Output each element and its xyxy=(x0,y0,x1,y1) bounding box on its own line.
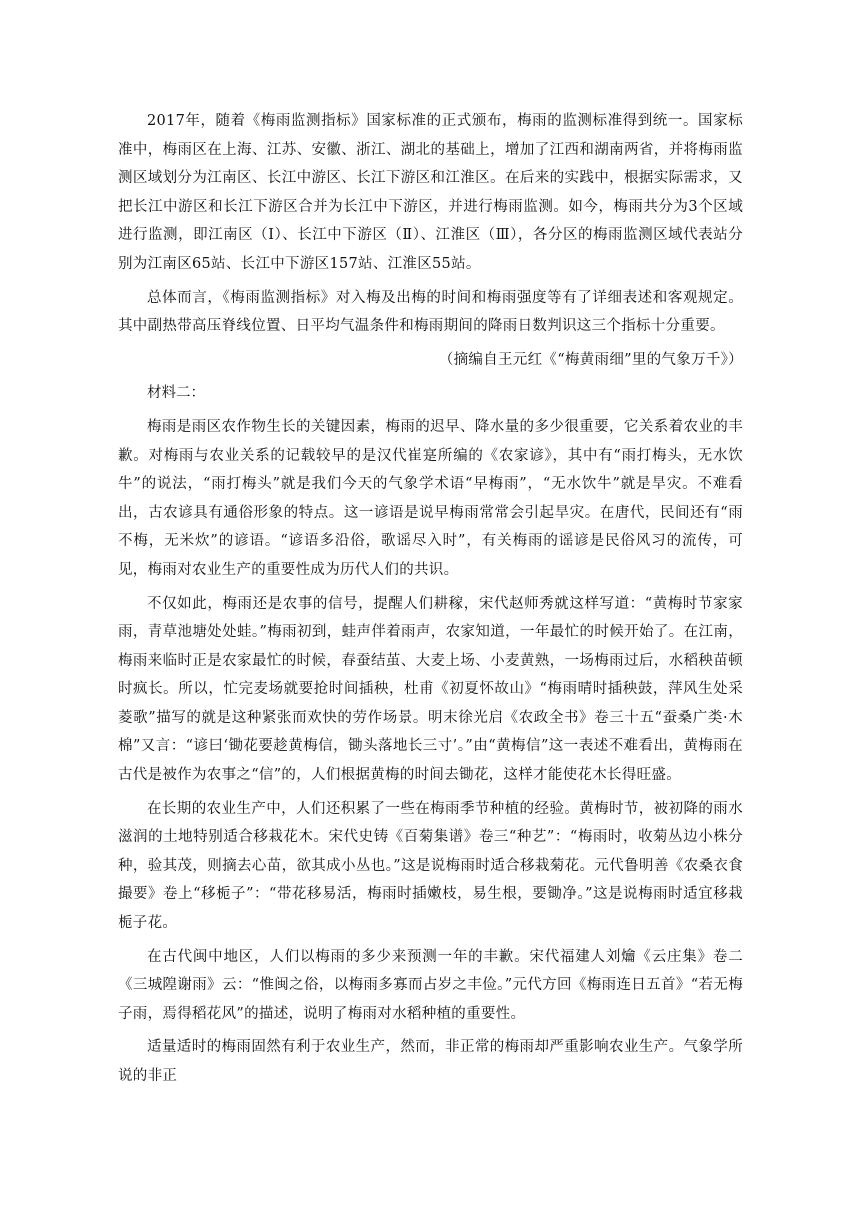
document-page xyxy=(118,107,743,1091)
paragraph-summary: 总体而言，《梅雨监测指标》对入梅及出梅的时间和梅雨强度等有了详细表述和客观规定。其中副热带高压脊线位置、日平均气温条件和梅雨期间的降雨日数判识这三个指标十分重要。 xyxy=(118,289,743,335)
paragraph-harvest-prediction: 在古代闽中地区，人们以梅雨的多少来预测一年的丰歉。宋代福建人刘爚《云庄集》卷二《三城隍谢雨》云：“惟闽之俗，以梅雨多寡而占岁之丰俭。”元代方回《梅雨连日五首》“若无梅子雨，焉得稻花风”的描述，说明了梅雨对水稻种植的重要性。 xyxy=(118,948,743,1022)
paragraph-abnormal-meiyu: 适量适时的梅雨固然有利于农业生产，然而，非正常的梅雨却严重影响农业生产。气象学所说的非正 xyxy=(118,1039,743,1084)
source-citation: （摘编自王元红《“梅黄雨细”里的气象万千》） xyxy=(438,351,743,368)
paragraph-agriculture: 梅雨是雨区农作物生长的关键因素，梅雨的迟早、降水量的多少很重要，它关系着农业的丰歉。对梅雨与农业关系的记载较早的是汉代崔寔所编的《农家谚》，其中有“雨打梅头，无水饮牛”的说法，“雨打梅头”就是我们今天的气象学术语“早梅雨”，“无水饮牛”就是旱灾。不难看出，古农谚具有通俗形象的特点。这一谚语是说早梅雨常常会引起旱灾。在唐代，民间还有“雨不梅，无米炊”的谚语。“谚语多沿俗，歌谣尽入时”，有关梅雨的谣谚是民俗风习的流传，可见，梅雨对农业生产的重要性成为历代人们的共识。 xyxy=(118,418,743,578)
paragraph-farming-signal: 不仅如此，梅雨还是农事的信号，提醒人们耕稼，宋代赵师秀就这样写道：“黄梅时节家家雨，青草池塘处处蛙。”梅雨初到，蛙声伴着雨声，农家知道，一年最忙的时候开始了。在江南，梅雨来临时正是农家最忙的时候，春蚕结茧、大麦上场、小麦黄熟，一场梅雨过后，水稻秧苗顿时疯长。所以，忙完麦场就要抢时间插秧，杜甫《初夏怀故山》“梅雨晴时插秧鼓，萍风生处采菱歌”描写的就是这种紧张而欢快的劳作场景。明末徐光启《农政全书》卷三十五“蚕桑广类·木棉”又言：“谚曰‘锄花要趁黄梅信，锄头落地长三寸’。”由“黄梅信”这一表述不难看出，黄梅雨在古代是被作为农事之“信”的，人们根据黄梅的时间去锄花，这样才能使花木长得旺盛。 xyxy=(118,595,743,784)
material-two-heading: 材料二： xyxy=(147,385,205,402)
paragraph-planting-experience: 在长期的农业生产中，人们还积累了一些在梅雨季节种植的经验。黄梅时节，被初降的雨水滋润的土地特别适合移栽花木。宋代史铸《百菊集谱》卷三“种艺”：“梅雨时，收菊丛边小株分种，验其茂，则摘去心苗，欲其成小丛也。”这是说梅雨时适合移栽菊花。元代鲁明善《农桑衣食撮要》卷上“移栀子”：“带花移易活，梅雨时插嫩枝，易生根，要锄净。”这是说梅雨时适宜移栽栀子花。 xyxy=(118,800,743,932)
paragraph-meiyu-standard: 2017年，随着《梅雨监测指标》国家标准的正式颁布，梅雨的监测标准得到统一。国家标准中，梅雨区在上海、江苏、安徽、浙江、湖北的基础上，增加了江西和湖南两省，并将梅雨监测区域划分为江南区、长江中游区、长江下游区和江淮区。在后来的实践中，根据实际需求，又把长江中游区和长江下游区合并为长江中下游区，并进行梅雨监测。如今，梅雨共分为3个区域进行监测，即江南区（Ⅰ）、长江中下游区（Ⅱ）、江淮区（Ⅲ），各分区的梅雨监测区域代表站分别为江南区65站、长江中下游区157站、江淮区55站。 xyxy=(118,113,743,272)
